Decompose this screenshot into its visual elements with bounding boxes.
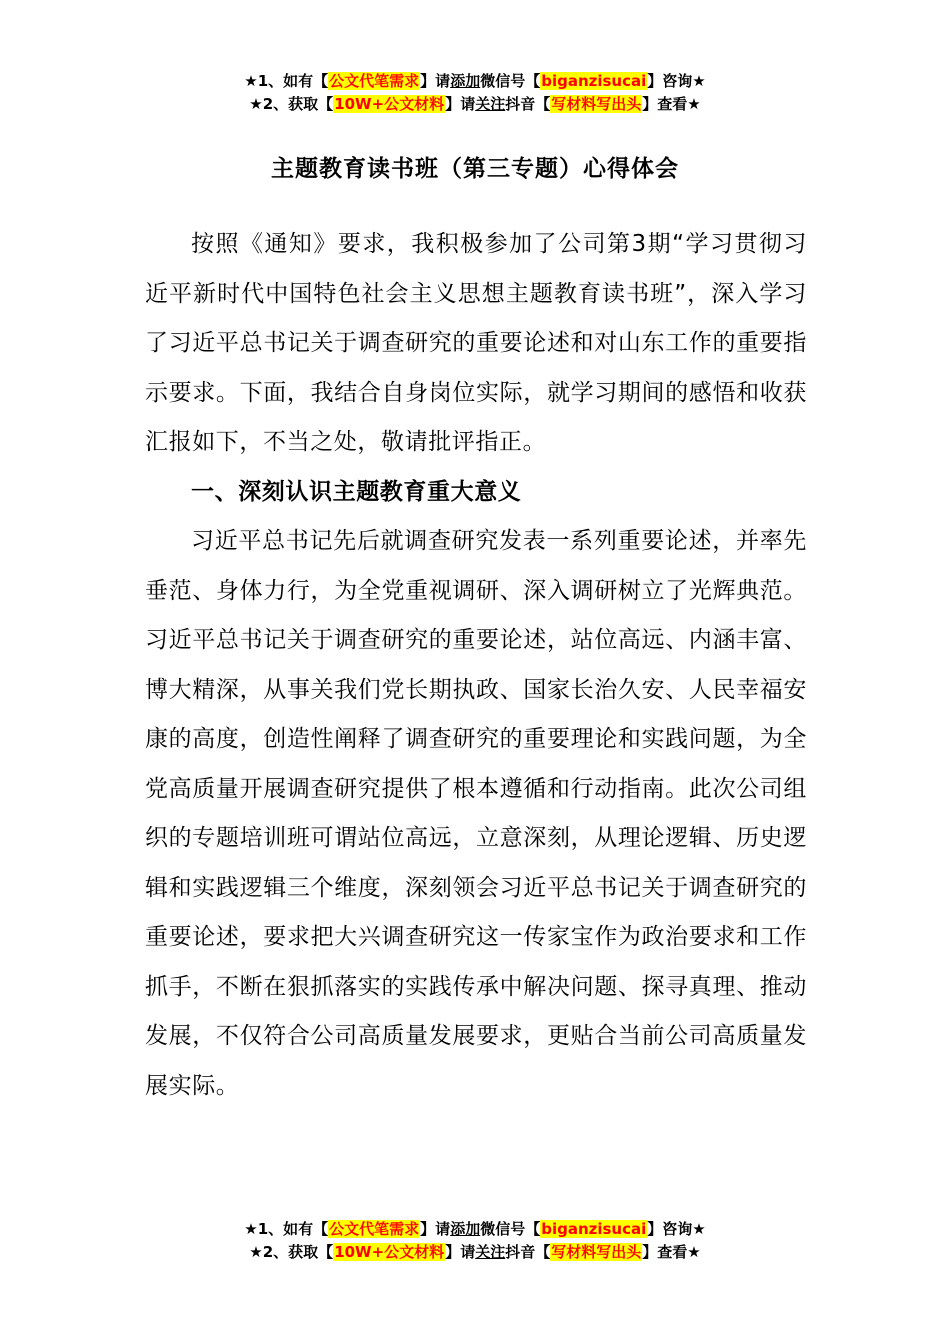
notice-text: ★2、获取【 (249, 95, 334, 113)
section-paragraph: 习近平总书记先后就调查研究发表一系列重要论述，并率先垂范、身体力行，为全党重视调研、深入调研树立了光辉典范。习近平总书记关于调查研究的重要论述，站位高远、内涵丰富、博大精深，从事关我们党长期执政、国家长治久安、人民幸福安康的高度，创造性阐释了调查研究的重要理论和实践问题，为全党高质量开展调查研究提供了根本遵循和行动指南。此次公司组织的专题培训班可谓站位高远，立意深刻，从理论逻辑、历史逻辑和实践逻辑三个维度，深刻领会习近平总书记关于调查研究的重要论述，要求把大兴调查研究这一传家宝作为政治要求和工作抓手，不断在狠抓落实的实践传承中解决问题、探寻真理、推动发展，不仅符合公司高质量发展要求，更贴合当前公司高质量发展实际。 (145, 528, 807, 1099)
highlight-text: 公文代笔需求 (329, 1220, 420, 1238)
notice-text: 】咨询★ (647, 72, 706, 90)
document-title: 主题教育读书班（第三专题）心得体会 (271, 156, 679, 182)
highlight-text: 10W+公文材料 (334, 95, 445, 113)
notice-text: ★1、如有【 (244, 1220, 329, 1238)
highlight-text: 10W+公文材料 (334, 1243, 445, 1261)
highlight-text: 公文代笔需求 (329, 72, 420, 90)
notice-text: ★2、获取【 (249, 1243, 334, 1261)
notice-text: ★1、如有【 (244, 72, 329, 90)
header-notice (0, 70, 950, 116)
underlined-text: 添加 (450, 72, 481, 90)
notice-text: 微信号【 (480, 72, 541, 90)
underlined-text: 添加 (450, 1220, 481, 1238)
notice-text: 抖音【 (505, 95, 551, 113)
notice-line-2 (0, 93, 950, 116)
footer-notice (0, 1218, 950, 1264)
notice-line-1 (0, 1218, 950, 1241)
document-body (145, 220, 807, 1111)
notice-text: 】查看★ (642, 1243, 701, 1261)
notice-text: 】查看★ (642, 95, 701, 113)
notice-text: 】请 (420, 72, 451, 90)
notice-text: 抖音【 (505, 1243, 551, 1261)
highlight-text: 写材料写出头 (551, 95, 642, 113)
notice-line-2 (0, 1241, 950, 1264)
notice-text: 微信号【 (480, 1220, 541, 1238)
highlight-text: biganzisucai (541, 1220, 647, 1238)
notice-line-1 (0, 70, 950, 93)
section-heading: 一、深刻认识主题教育重大意义 (191, 478, 522, 505)
highlight-text: 写材料写出头 (551, 1243, 642, 1261)
notice-text: 】请 (445, 1243, 476, 1261)
notice-text: 】请 (445, 95, 476, 113)
notice-text: 】请 (420, 1220, 451, 1238)
highlight-text: biganzisucai (541, 72, 647, 90)
underlined-text: 关注 (475, 1243, 506, 1261)
intro-paragraph: 按照《通知》要求，我积极参加了公司第3期“学习贯彻习近平新时代中国特色社会主义思想主题教育读书班”，深入学习了习近平总书记关于调查研究的重要论述和对山东工作的重要指示要求。下面，我结合自身岗位实际，就学习期间的感悟和收获汇报如下，不当之处，敬请批评指正。 (145, 231, 807, 455)
notice-text: 】咨询★ (647, 1220, 706, 1238)
underlined-text: 关注 (475, 95, 506, 113)
